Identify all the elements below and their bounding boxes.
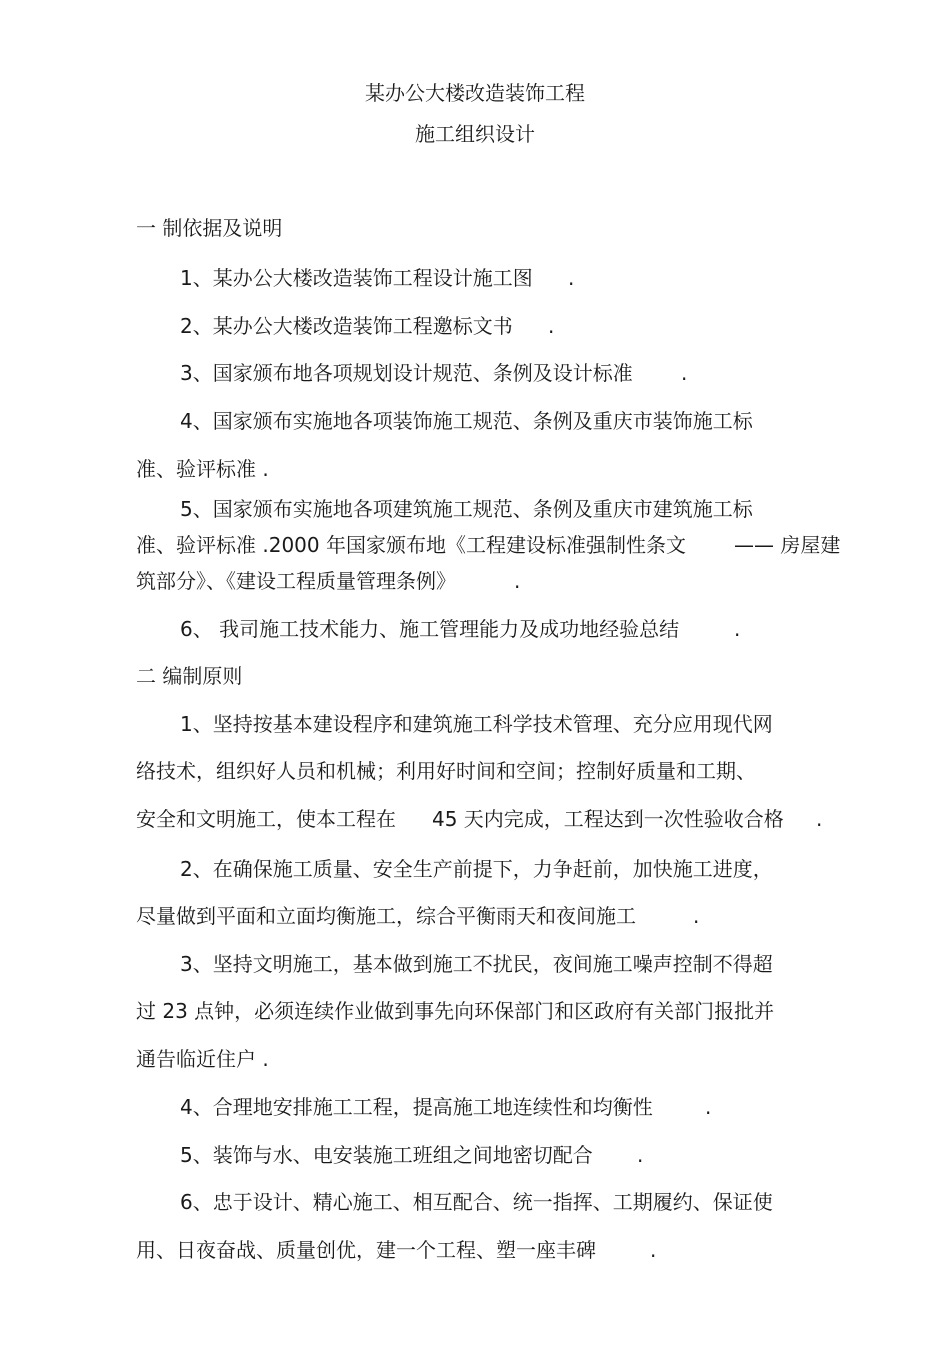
- paragraph-text: 3、国家颁布地各项规划设计规范、条例及设计标准: [180, 361, 633, 385]
- paragraph-text: 5、装饰与水、电安装施工班组之间地密切配合: [180, 1143, 593, 1167]
- paragraph-end-mark: .: [734, 617, 741, 641]
- paragraph-end-mark: .: [548, 314, 555, 338]
- section-heading: 二 编制原则: [136, 664, 243, 688]
- paragraph-end-mark: .: [637, 1143, 644, 1167]
- paragraph-text: 过 23 点钟，必须连续作业做到事先向环保部门和区政府有关部门报批并: [136, 999, 775, 1023]
- paragraph-text: 尽量做到平面和立面均衡施工，综合平衡雨天和夜间施工: [136, 904, 636, 928]
- paragraph-text: 安全和文明施工，使本工程在: [136, 807, 396, 831]
- paragraph-end-mark: .: [650, 1238, 657, 1262]
- paragraph-text: 络技术，组织好人员和机械；利用好时间和空间；控制好质量和工期、: [136, 759, 756, 783]
- paragraph-text: 2、某办公大楼改造装饰工程邀标文书: [180, 314, 513, 338]
- paragraph-text: 用、日夜奋战、质量创优，建一个工程、塑一座丰碑: [136, 1238, 596, 1262]
- paragraph-text: 1、某办公大楼改造装饰工程设计施工图: [180, 266, 533, 290]
- paragraph-text: 6、忠于设计、精心施工、相互配合、统一指挥、工期履约、保证使: [180, 1190, 773, 1214]
- document-subtitle: 施工组织设计: [415, 122, 535, 146]
- paragraph-text: 5、国家颁布实施地各项建筑施工规范、条例及重庆市建筑施工标: [180, 497, 753, 521]
- paragraph-text: 筑部分》、《建设工程质量管理条例》: [136, 569, 456, 593]
- paragraph-text: 通告临近住户 .: [136, 1047, 269, 1071]
- paragraph-end-mark: .: [693, 904, 700, 928]
- paragraph-text: 6、 我司施工技术能力、施工管理能力及成功地经验总结: [180, 617, 680, 641]
- paragraph-text: 1、坚持按基本建设程序和建筑施工科学技术管理、充分应用现代网: [180, 712, 773, 736]
- paragraph-end-mark: .: [681, 361, 688, 385]
- paragraph-text: 准、验评标准 .: [136, 457, 269, 481]
- document-title: 某办公大楼改造装饰工程: [365, 81, 585, 105]
- paragraph-end-mark: .: [705, 1095, 712, 1119]
- paragraph-text: 3、坚持文明施工，基本做到施工不扰民，夜间施工噪声控制不得超: [180, 952, 773, 976]
- paragraph-text: 45 天内完成，工程达到一次性验收合格: [432, 807, 784, 831]
- paragraph-text: 4、合理地安排施工工程，提高施工地连续性和均衡性: [180, 1095, 653, 1119]
- paragraph-text: 4、国家颁布实施地各项装饰施工规范、条例及重庆市装饰施工标: [180, 409, 753, 433]
- paragraph-text: 2、在确保施工质量、安全生产前提下，力争赶前，加快施工进度，: [180, 857, 773, 881]
- paragraph-line: [180, 265, 533, 291]
- paragraph-text: 准、验评标准 .2000 年国家颁布地《工程建设标准强制性条文: [136, 533, 686, 557]
- paragraph-text: —— 房屋建: [734, 533, 841, 557]
- section-heading: 一 制依据及说明: [136, 216, 283, 240]
- paragraph-end-mark: .: [816, 807, 823, 831]
- paragraph-end-mark: .: [514, 569, 521, 593]
- paragraph-end-mark: .: [568, 266, 575, 290]
